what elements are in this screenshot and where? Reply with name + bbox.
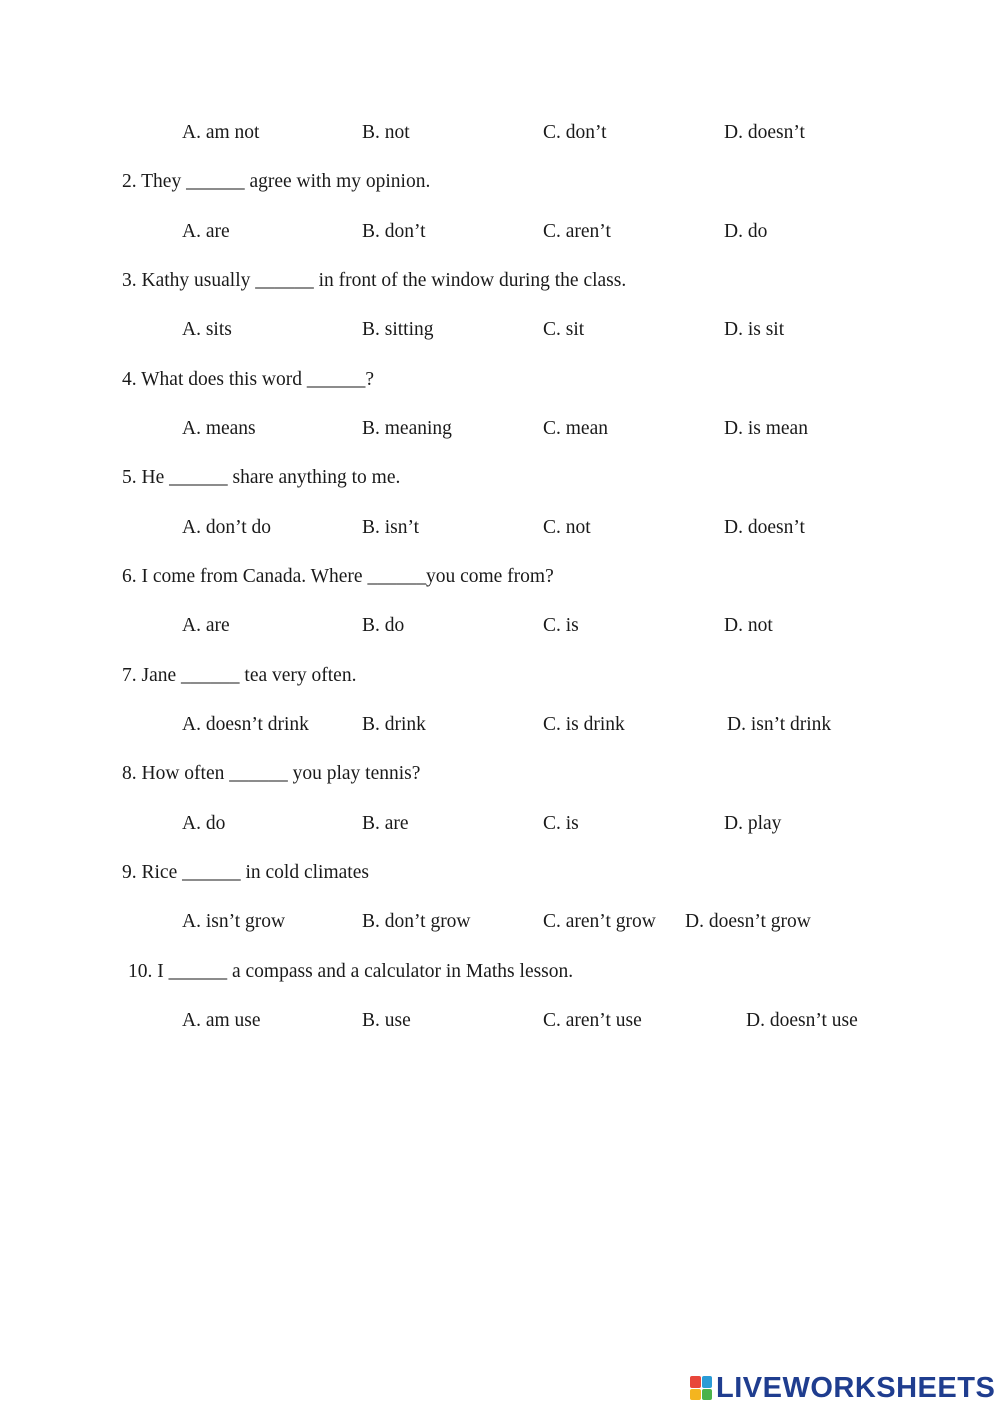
q3-option-a: A. sits [182,319,232,340]
q1-option-a: A. am not [182,122,260,143]
q3-option-b: B. sitting [362,319,434,340]
question-5-text: 5. He ______ share anything to me. [122,467,401,488]
q1-option-b: B. not [362,122,410,143]
q4-option-b: B. meaning [362,418,452,439]
q1-option-d: D. doesn’t [724,122,805,143]
q2-option-c: C. aren’t [543,221,611,242]
q7-option-a: A. doesn’t drink [182,714,309,735]
logo-mark-tile [702,1389,713,1401]
q10-option-d: D. doesn’t use [746,1010,858,1031]
q2-option-a: A. are [182,221,230,242]
q7-option-b: B. drink [362,714,426,735]
q3-option-d: D. is sit [724,319,785,340]
q6-option-b: B. do [362,615,405,636]
liveworksheets-logo-icon [690,1376,712,1400]
question-9-text: 9. Rice ______ in cold climates [122,862,369,883]
q6-option-c: C. is [543,615,579,636]
q4-option-d: D. is mean [724,418,808,439]
q8-option-a: A. do [182,813,226,834]
q5-option-c: C. not [543,517,591,538]
logo-mark-tile [690,1389,701,1401]
q9-option-d: D. doesn’t grow [685,911,811,932]
liveworksheets-logo-text: LIVEWORKSHEETS [716,1372,996,1404]
q6-option-d: D. not [724,615,773,636]
q5-option-b: B. isn’t [362,517,420,538]
q9-option-a: A. isn’t grow [182,911,286,932]
q8-option-b: B. are [362,813,409,834]
q4-option-a: A. means [182,418,256,439]
q1-option-c: C. don’t [543,122,607,143]
q10-option-a: A. am use [182,1010,261,1031]
q7-option-c: C. is drink [543,714,625,735]
q9-option-c: C. aren’t grow [543,911,656,932]
q2-option-d: D. do [724,221,768,242]
question-8-text: 8. How often ______ you play tennis? [122,763,421,784]
q6-option-a: A. are [182,615,230,636]
q8-option-d: D. play [724,813,782,834]
q7-option-d: D. isn’t drink [727,714,832,735]
question-6-text: 6. I come from Canada. Where ______you come from? [122,566,554,587]
question-2-text: 2. They ______ agree with my opinion. [122,171,431,192]
q2-option-b: B. don’t [362,221,426,242]
q5-option-a: A. don’t do [182,517,272,538]
question-3-text: 3. Kathy usually ______ in front of the window during the class. [122,270,627,291]
question-4-text: 4. What does this word ______? [122,369,375,390]
q3-option-c: C. sit [543,319,585,340]
question-10-text: 10. I ______ a compass and a calculator in Maths lesson. [128,961,574,982]
q9-option-b: B. don’t grow [362,911,471,932]
q10-option-c: C. aren’t use [543,1010,642,1031]
liveworksheets-logo [690,1373,995,1403]
logo-mark-tile [690,1376,701,1388]
q4-option-c: C. mean [543,418,608,439]
question-7-text: 7. Jane ______ tea very often. [122,665,357,686]
logo-mark-tile [702,1376,713,1388]
q8-option-c: C. is [543,813,579,834]
q10-option-b: B. use [362,1010,411,1031]
q5-option-d: D. doesn’t [724,517,805,538]
